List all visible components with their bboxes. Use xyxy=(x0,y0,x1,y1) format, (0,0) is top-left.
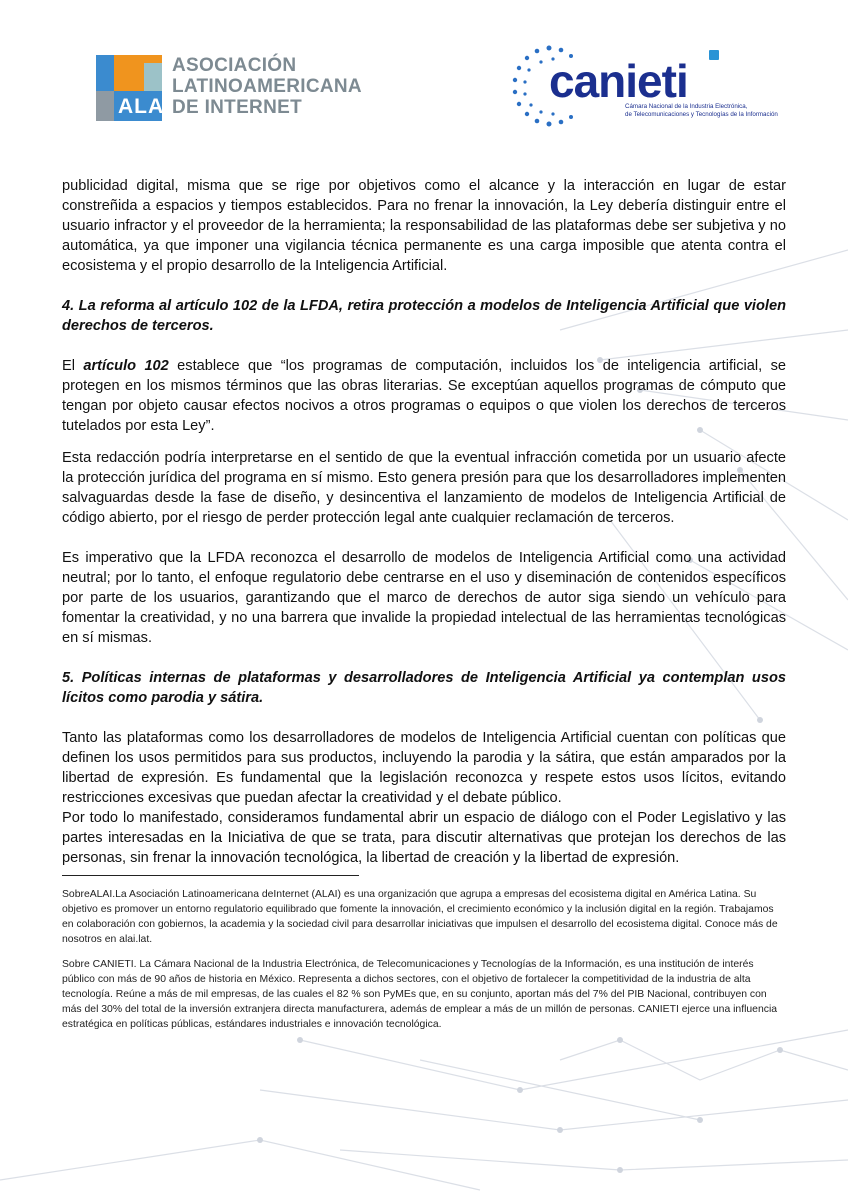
footnote-divider xyxy=(62,875,359,876)
alai-line2: LATINOAMERICANA xyxy=(172,76,362,97)
canieti-subtitle-line2: de Telecomunicaciones y Tecnologías de la Información xyxy=(625,110,778,118)
section-heading-4: 4. La reforma al artículo 102 de la LFDA, retira protección a modelos de Inteligencia Artificial que violen derechos de terceros. xyxy=(62,298,786,334)
paragraph-policies: Tanto las plataformas como los desarrolladores de modelos de Inteligencia Artificial cuentan con políticas que definen los usos permitidos para sus productos, incluyendo la parodia y la sátira, que están amparados por la libertad de expresión. Es fundamental que la legislación reconozca y respete estos usos lícitos, evitando restricciones excesivas que puedan afectar la creatividad y el debate público. xyxy=(62,730,786,806)
paragraph-imperative: Es imperativo que la LFDA reconozca el desarrollo de modelos de Inteligencia Artificial como una actividad neutral; por lo tanto, el enfoque regulatorio debe centrarse en el uso y diseminación de contenidos específicos por parte de los usuarios, garantizando que el marco de derechos de autor siga siendo un vehículo para fomentar la creatividad, y no una barrera que invalide la propiedad intelectual de las herramientas tecnológicas en sí mismas. xyxy=(62,550,786,646)
alai-block xyxy=(96,55,114,91)
footnote-canieti: Sobre CANIETI. La Cámara Nacional de la Industria Electrónica, de Telecomunicaciones y Tecnologías de la Información, es una institución de interés público con más de 90 años de historia en México. Representa a dichos sectores, con el objetivo de fortalecer la competitividad de la industria de alta tecnología. Reúne a más de mil empresas, de las cuales el 82 % son PyMEs que, en su conjunto, aportan más del 7% del PIB Nacional, contribuyen con más del 30% del total de la inversión extranjera directa manufacturera, además de emplear a más de un millón de personas. CANIETI ejerce una influencia estratégica en políticas públicas, estándares industriales e innovación tecnológica. xyxy=(62,959,778,1030)
document-body xyxy=(62,176,786,868)
canieti-subtitle-line1: Cámara Nacional de la Industria Electrónica, xyxy=(625,103,748,110)
canieti-wordmark: canieti xyxy=(549,55,688,107)
section-heading-5: 5. Políticas internas de plataformas y desarrolladores de Inteligencia Artificial ya contemplan usos lícitos como parodia y sátira. xyxy=(62,670,786,706)
paragraph-intro: publicidad digital, misma que se rige por objetivos como el alcance y la interacción en lugar de estar constreñida a espacios y tiempos establecidos. Para no frenar la innovación, la Ley debería distinguir entre el usuario infractor y el proveedor de la herramienta; la responsabilidad de las plataformas debe ser subjetiva y no automática, ya que imponer una vigilancia técnica permanente es una carga imposible que atenta contra el ecosistema y el propio desarrollo de la Inteligencia Artificial. xyxy=(62,178,786,274)
paragraph-article-102 xyxy=(62,356,786,436)
text-segment: El xyxy=(62,358,84,374)
article-102-emphasis: artículo 102 xyxy=(83,358,169,374)
alai-logo-blocks xyxy=(96,55,171,121)
footnote-alai: SobreALAI.La Asociación Latinoamericana deInternet (ALAI) es una organización que agrupa a empresas del ecosistema digital en América Latina. Su objetivo es promover un entorno regulatorio equilibrado que fomente la innovación, el crecimiento económico y la inclusión digital en la región. Trabajamos en colaboración con gobiernos, la academia y la sociedad civil para desarrollar iniciativas que impulsen el desarrollo del ecosistema digital. Conoce más de nosotros en alai.lat. xyxy=(62,889,778,945)
alai-line3: DE INTERNET xyxy=(172,97,302,118)
footnotes xyxy=(62,887,786,1032)
canieti-accent-icon xyxy=(709,50,719,60)
alai-logo xyxy=(96,55,362,121)
text-segment: establece que “los programas de computación, incluidos los de inteligencia artificial, se protegen en los mismos términos que las obras literarias. Se exceptúan aquellos programas de cómputo que tengan por objeto causar efectos nocivos a otros programas o equipos o que violen los derechos de terceros tutelados por esta Ley”. xyxy=(62,358,786,434)
canieti-logo xyxy=(505,40,778,130)
paragraph-interpretation: Esta redacción podría interpretarse en el sentido de que la eventual infracción cometida por un usuario afecte la protección jurídica del programa en sí mismo. Esto genera presión para que los desarrolladores implementen salvaguardas desde la fase de diseño, y desincentiva el lanzamiento de modelos de Inteligencia Artificial de código abierto, por el riesgo de perder protección legal ante cualquier reclamación de terceros. xyxy=(62,450,786,526)
canieti-subtitle xyxy=(625,103,778,118)
paragraph-conclusion: Por todo lo manifestado, consideramos fundamental abrir un espacio de diálogo con el Poder Legislativo y las partes interesadas en la Iniciativa de que se trata, para discutir alternativas que protejan los derechos de las personas, sin frenar la innovación tecnológica, la libertad de creación y la libertad de expresión. xyxy=(62,810,786,866)
alai-line1: ASOCIACIÓN xyxy=(172,55,297,76)
alai-wordmark xyxy=(172,55,362,118)
alai-block xyxy=(96,91,114,121)
alai-mark: ALAI xyxy=(118,95,171,118)
alai-block xyxy=(144,63,162,91)
